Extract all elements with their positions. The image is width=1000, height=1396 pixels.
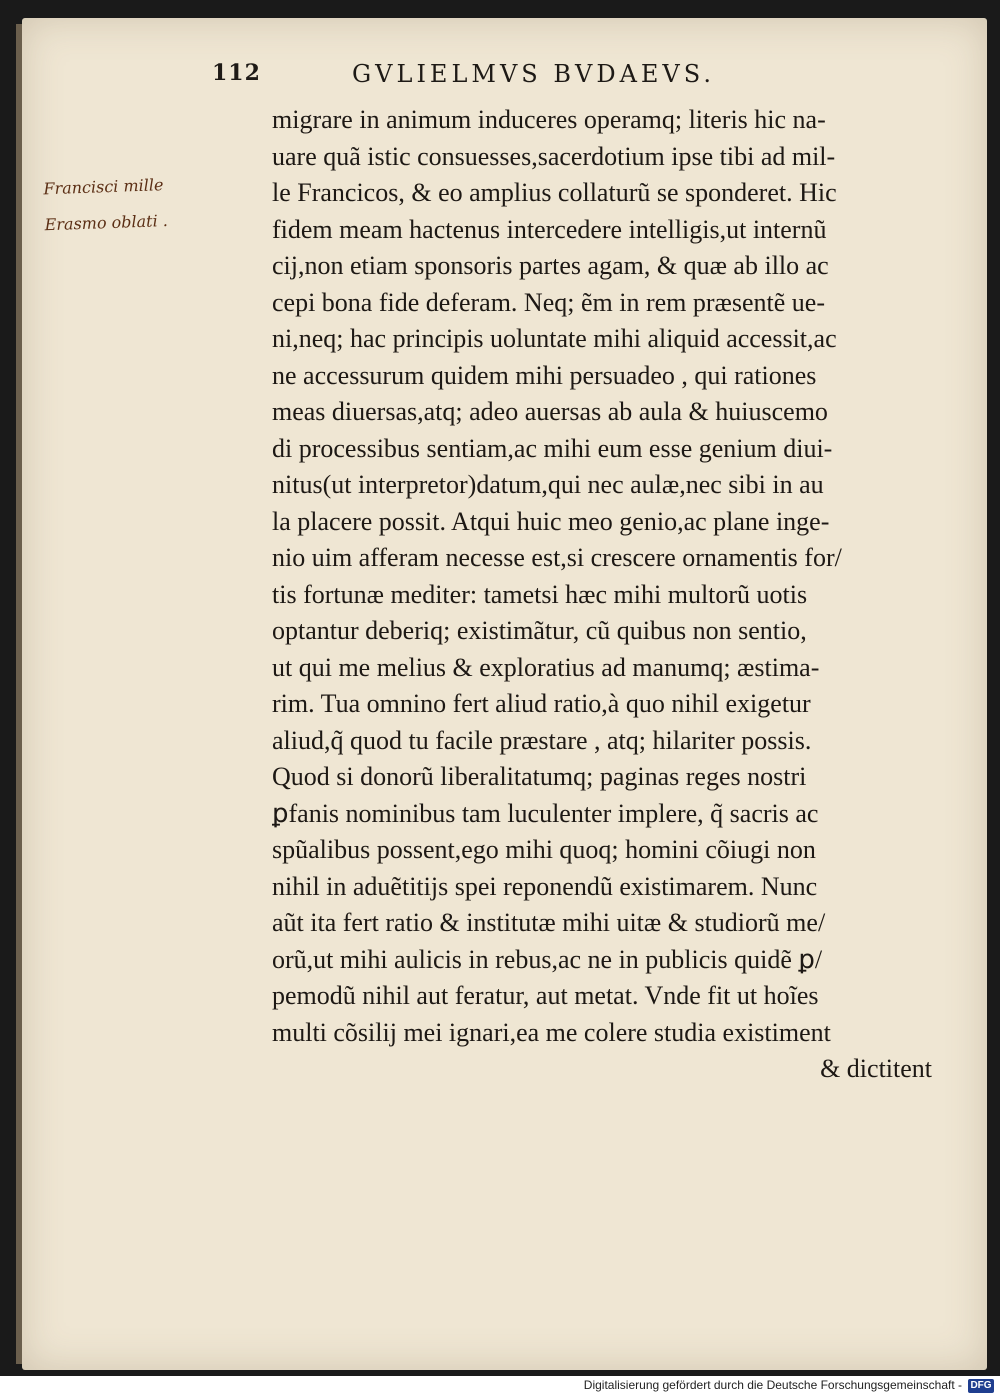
text-line: di processibus sentiam,ac mihi eum esse genium diui- (272, 433, 833, 463)
body-text (272, 102, 932, 1088)
text-line: spũalibus possent,ego mihi quoq; homini cõiugi non (272, 835, 816, 864)
text-line: cepi bona fide deferam. Neq; ẽm in rem præsentẽ ue- (272, 287, 825, 317)
text-line: Quod si donorũ liberalitatumq; paginas reges nostri (272, 762, 807, 791)
text-line: rim. Tua omnino fert aliud ratio,à quo nihil exigetur (272, 689, 811, 718)
text-line: ꝑfanis nominibus tam luculenter implere, q̃ sacris ac (272, 798, 819, 828)
text-line: optantur deberiq; existimãtur, cũ quibus non sentio, (272, 616, 807, 645)
text-line: nitus(ut interpretor)datum,qui nec aulæ,nec sibi in au (272, 470, 824, 499)
marginal-note-line: Erasmo oblati . (44, 211, 169, 235)
digitization-footer (0, 1376, 1000, 1396)
text-line: aliud,q̃ quod tu facile præstare , atq; hilariter possis. (272, 725, 812, 755)
text-line: ut qui me melius & exploratius ad manumq; æstima- (272, 652, 820, 682)
running-head: GVLIELMVS BVDAEVS. (352, 60, 715, 88)
text-line: le Francicos, & eo amplius collaturũ se sponderet. Hic (272, 178, 837, 207)
text-line: meas diuersas,atq; adeo auersas ab aula & huiuscemo (272, 397, 828, 426)
marginal-note-line: Francisci mille (43, 175, 164, 199)
text-line: cij,non etiam sponsoris partes agam, & quæ ab illo ac (272, 251, 829, 280)
folio-number: 112 (212, 60, 261, 86)
catchword: & dictitent (820, 1054, 932, 1083)
text-line: fidem meam hactenus intercedere intelligis,ut internũ (272, 214, 827, 244)
page-header (212, 56, 732, 96)
text-line: tis fortunæ mediter: tametsi hæc mihi multorũ uotis (272, 579, 808, 609)
text-line: ne accessurum quidem mihi persuadeo , qui rationes (272, 360, 817, 390)
text-line: ni,neq; hac principis uoluntate mihi aliquid accessit,ac (272, 324, 837, 353)
text-line: aũt ita fert ratio & institutæ mihi uitæ & studiorũ me/ (272, 908, 826, 937)
text-line: pemodũ nihil aut feratur, aut metat. Vnde fit ut hoĩes (272, 981, 819, 1010)
text-line: nihil in aduẽtitijs spei reponendũ existimarem. Nunc (272, 871, 818, 901)
text-line: la placere possit. Atqui huic meo genio,ac plane inge- (272, 506, 830, 536)
funding-credit: Digitalisierung gefördert durch die Deutsche Forschungsgemeinschaft - (583, 1378, 962, 1392)
text-line: uare quã istic consuesses,sacerdotium ipse tibi ad mil- (272, 141, 836, 171)
dfg-logo: DFG (968, 1379, 994, 1393)
text-line: migrare in animum induceres operamq; literis hic na- (272, 105, 826, 134)
text-line: orũ,ut mihi aulicis in rebus,ac ne in publicis quidẽ ꝑ/ (272, 944, 823, 974)
handwritten-marginal-note (43, 165, 235, 244)
text-line: nio uim afferam necesse est,si crescere ornamentis for/ (272, 543, 842, 572)
text-line: multi cõsilij mei ignari,ea me colere studia existiment (272, 1017, 831, 1047)
